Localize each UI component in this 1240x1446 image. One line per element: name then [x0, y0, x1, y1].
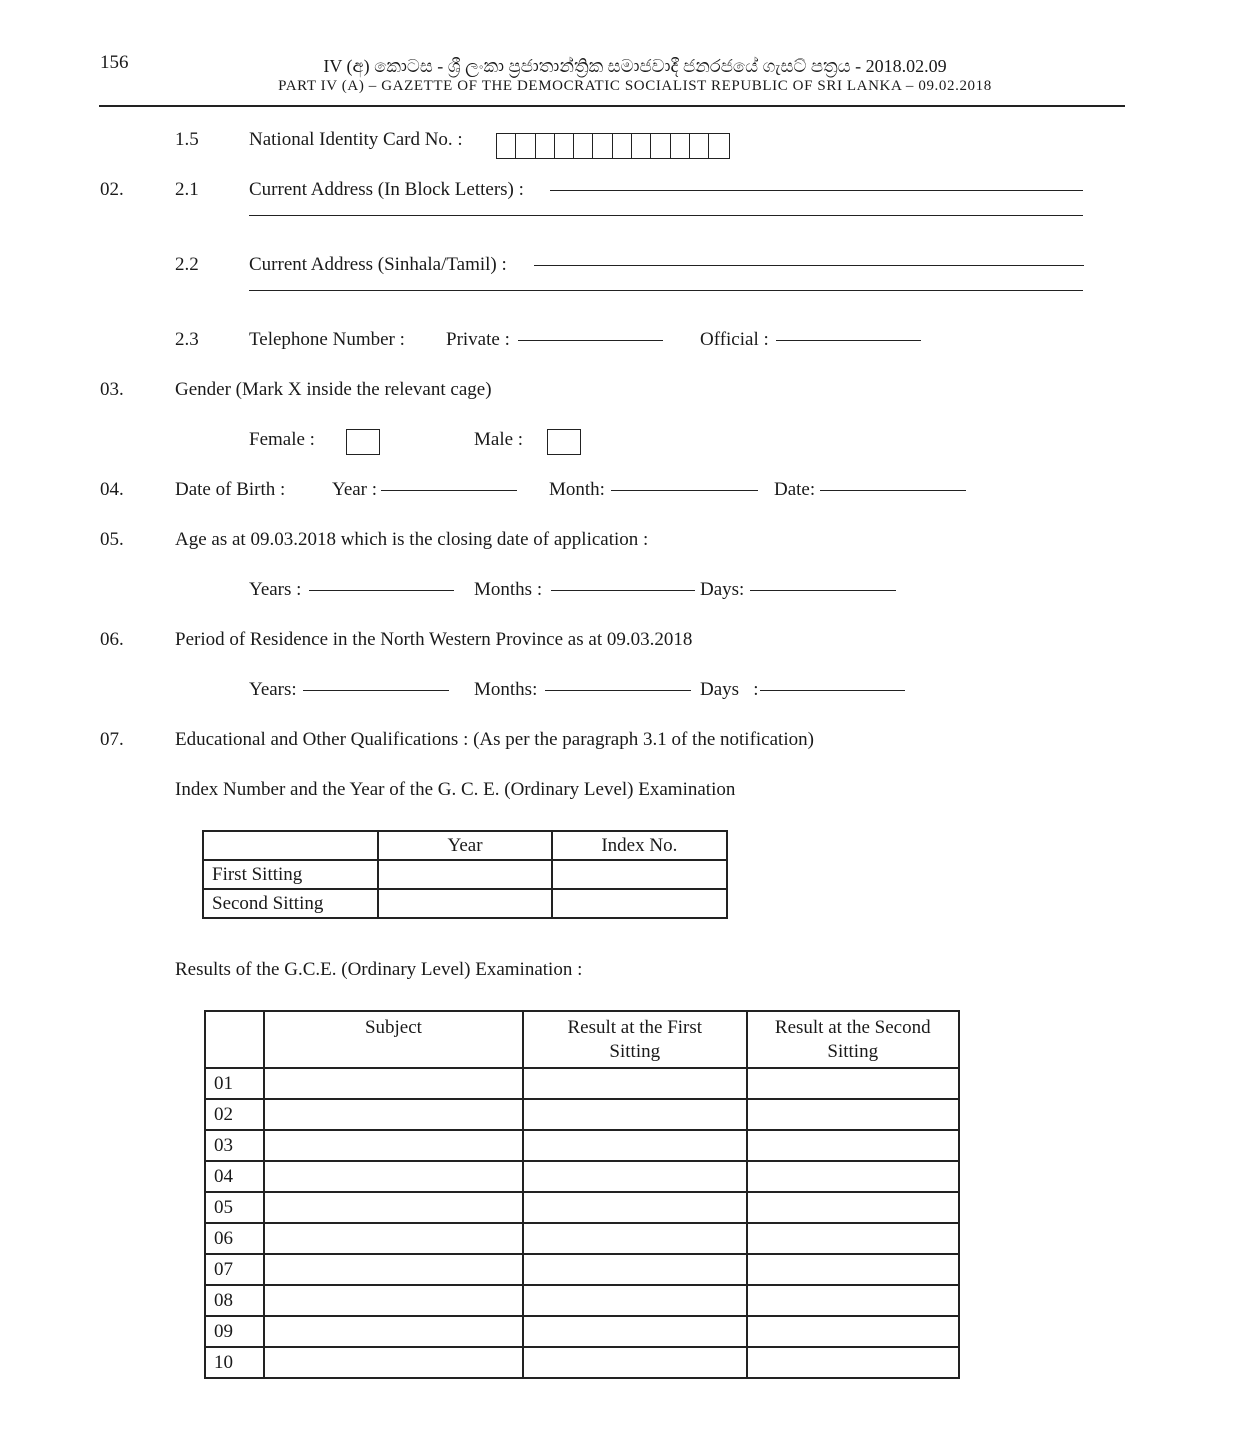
row-number: 09	[205, 1316, 264, 1347]
telephone-label: Telephone Number :	[249, 329, 405, 350]
subject-cell[interactable]	[264, 1130, 523, 1161]
dob-month-line[interactable]	[611, 490, 758, 491]
dob-year-line[interactable]	[381, 490, 517, 491]
row-label: First Sitting	[203, 860, 378, 889]
address-local-line-1[interactable]	[534, 265, 1084, 266]
second-result-cell[interactable]	[747, 1130, 960, 1161]
first-result-cell[interactable]	[523, 1316, 746, 1347]
second-result-cell[interactable]	[747, 1316, 960, 1347]
table-header-cell: Index No.	[552, 831, 727, 860]
first-result-cell[interactable]	[523, 1099, 746, 1130]
table-row	[205, 1099, 959, 1130]
section-number-05: 05.	[100, 529, 124, 550]
nic-label: National Identity Card No. :	[249, 129, 463, 150]
table-row	[205, 1192, 959, 1223]
index-no-cell[interactable]	[552, 860, 727, 889]
second-result-cell[interactable]	[747, 1254, 960, 1285]
header-english-title: PART IV (A) – GAZETTE OF THE DEMOCRATIC SOCIALIST REPUBLIC OF SRI LANKA – 09.02.2018	[278, 78, 992, 94]
first-result-cell[interactable]	[523, 1347, 746, 1378]
table-row	[205, 1223, 959, 1254]
age-months-label: Months :	[474, 579, 543, 600]
residence-days-label: Days :	[700, 679, 759, 700]
index-no-cell[interactable]	[552, 889, 727, 918]
subject-cell[interactable]	[264, 1099, 523, 1130]
dob-date-line[interactable]	[820, 490, 966, 491]
results-heading: Results of the G.C.E. (Ordinary Level) Examination :	[175, 959, 583, 980]
table-row	[205, 1161, 959, 1192]
second-result-cell[interactable]	[747, 1347, 960, 1378]
table-row	[205, 1130, 959, 1161]
first-result-cell[interactable]	[523, 1192, 746, 1223]
nic-digit-box[interactable]	[709, 134, 728, 158]
section-number-2-3: 2.3	[175, 329, 199, 350]
nic-digit-box[interactable]	[574, 134, 593, 158]
table-header-cell	[205, 1011, 264, 1068]
table-row	[203, 860, 727, 889]
telephone-private-line[interactable]	[518, 340, 663, 341]
index-number-heading: Index Number and the Year of the G. C. E. (Ordinary Level) Examination	[175, 779, 736, 800]
results-table	[204, 1010, 960, 1379]
row-number: 05	[205, 1192, 264, 1223]
row-number: 01	[205, 1068, 264, 1099]
table-header-cell: Subject	[264, 1011, 523, 1068]
table-header-cell: Result at the Second Sitting	[747, 1011, 960, 1068]
row-number: 06	[205, 1223, 264, 1254]
section-number-03: 03.	[100, 379, 124, 400]
telephone-private-label: Private :	[446, 329, 510, 350]
age-years-line[interactable]	[309, 590, 454, 591]
row-number: 07	[205, 1254, 264, 1285]
row-label: Second Sitting	[203, 889, 378, 918]
row-number: 04	[205, 1161, 264, 1192]
nic-digit-box[interactable]	[516, 134, 535, 158]
section-number-2-2: 2.2	[175, 254, 199, 275]
row-number: 10	[205, 1347, 264, 1378]
subject-cell[interactable]	[264, 1192, 523, 1223]
row-number: 03	[205, 1130, 264, 1161]
residence-label: Period of Residence in the North Western Province as at 09.03.2018	[175, 629, 693, 650]
section-number-1-5: 1.5	[175, 129, 199, 150]
residence-days-line[interactable]	[760, 690, 905, 691]
nic-input-boxes[interactable]	[496, 133, 730, 159]
gender-male-label: Male :	[474, 429, 524, 450]
row-number: 02	[205, 1099, 264, 1130]
table-row	[205, 1254, 959, 1285]
section-number-04: 04.	[100, 479, 124, 500]
second-result-cell[interactable]	[747, 1161, 960, 1192]
index-table	[202, 830, 728, 919]
subject-cell[interactable]	[264, 1347, 523, 1378]
first-result-cell[interactable]	[523, 1130, 746, 1161]
age-days-label: Days:	[700, 579, 745, 600]
nic-digit-box[interactable]	[536, 134, 555, 158]
table-header-cell: Year	[378, 831, 551, 860]
page-number: 156	[100, 52, 129, 73]
address-local-line-2[interactable]	[249, 290, 1083, 291]
section-number-07: 07.	[100, 729, 124, 750]
nic-digit-box[interactable]	[555, 134, 574, 158]
age-label: Age as at 09.03.2018 which is the closing date of application :	[175, 529, 649, 550]
year-cell[interactable]	[378, 889, 551, 918]
table-row	[205, 1316, 959, 1347]
table-header-cell	[203, 831, 378, 860]
qualifications-label: Educational and Other Qualifications : (As per the paragraph 3.1 of the notification)	[175, 729, 814, 750]
gender-male-cage[interactable]	[547, 429, 581, 455]
second-result-cell[interactable]	[747, 1068, 960, 1099]
nic-digit-box[interactable]	[651, 134, 670, 158]
dob-date-label: Date:	[774, 479, 816, 500]
header-sinhala-title: IV (අ) කොටස - ශ්‍රී ලංකා ප්‍රජාතාන්ත්‍රික සමාජවාදී ජනරජයේ ගැසට් පත්‍රය - 2018.02.09	[323, 56, 947, 76]
address-local-label: Current Address (Sinhala/Tamil) :	[249, 254, 507, 275]
subject-cell[interactable]	[264, 1254, 523, 1285]
address-block-label: Current Address (In Block Letters) :	[249, 179, 524, 200]
second-result-cell[interactable]	[747, 1192, 960, 1223]
year-cell[interactable]	[378, 860, 551, 889]
table-row	[205, 1347, 959, 1378]
nic-digit-box[interactable]	[497, 134, 516, 158]
age-years-label: Years :	[249, 579, 302, 600]
subject-cell[interactable]	[264, 1285, 523, 1316]
subject-cell[interactable]	[264, 1316, 523, 1347]
telephone-official-label: Official :	[700, 329, 769, 350]
header-rule	[99, 105, 1125, 107]
nic-digit-box[interactable]	[690, 134, 709, 158]
table-header-cell: Result at the First Sitting	[523, 1011, 746, 1068]
first-result-cell[interactable]	[523, 1068, 746, 1099]
second-result-cell[interactable]	[747, 1223, 960, 1254]
subject-cell[interactable]	[264, 1068, 523, 1099]
nic-digit-box[interactable]	[593, 134, 612, 158]
table-row	[205, 1285, 959, 1316]
residence-months-line[interactable]	[545, 690, 691, 691]
section-number-02: 02.	[100, 179, 124, 200]
table-row	[203, 889, 727, 918]
residence-months-label: Months:	[474, 679, 538, 700]
second-result-cell[interactable]	[747, 1099, 960, 1130]
table-header-row	[203, 831, 727, 860]
residence-years-label: Years:	[249, 679, 297, 700]
dob-label: Date of Birth :	[175, 479, 286, 500]
address-block-line-1[interactable]	[550, 190, 1083, 191]
nic-digit-box[interactable]	[613, 134, 632, 158]
residence-years-line[interactable]	[303, 690, 449, 691]
section-number-06: 06.	[100, 629, 124, 650]
age-days-line[interactable]	[750, 590, 896, 591]
subject-cell[interactable]	[264, 1161, 523, 1192]
gender-female-label: Female :	[249, 429, 315, 450]
first-result-cell[interactable]	[523, 1161, 746, 1192]
address-block-line-2[interactable]	[249, 215, 1083, 216]
nic-digit-box[interactable]	[671, 134, 690, 158]
age-months-line[interactable]	[551, 590, 695, 591]
first-result-cell[interactable]	[523, 1254, 746, 1285]
table-header-row	[205, 1011, 959, 1068]
dob-year-label: Year :	[332, 479, 378, 500]
second-result-cell[interactable]	[747, 1285, 960, 1316]
nic-digit-box[interactable]	[632, 134, 651, 158]
gender-label: Gender (Mark X inside the relevant cage)	[175, 379, 492, 400]
section-number-2-1: 2.1	[175, 179, 199, 200]
subject-cell[interactable]	[264, 1223, 523, 1254]
first-result-cell[interactable]	[523, 1285, 746, 1316]
gender-female-cage[interactable]	[346, 429, 380, 455]
table-row	[205, 1068, 959, 1099]
telephone-official-line[interactable]	[776, 340, 921, 341]
row-number: 08	[205, 1285, 264, 1316]
first-result-cell[interactable]	[523, 1223, 746, 1254]
dob-month-label: Month:	[549, 479, 605, 500]
